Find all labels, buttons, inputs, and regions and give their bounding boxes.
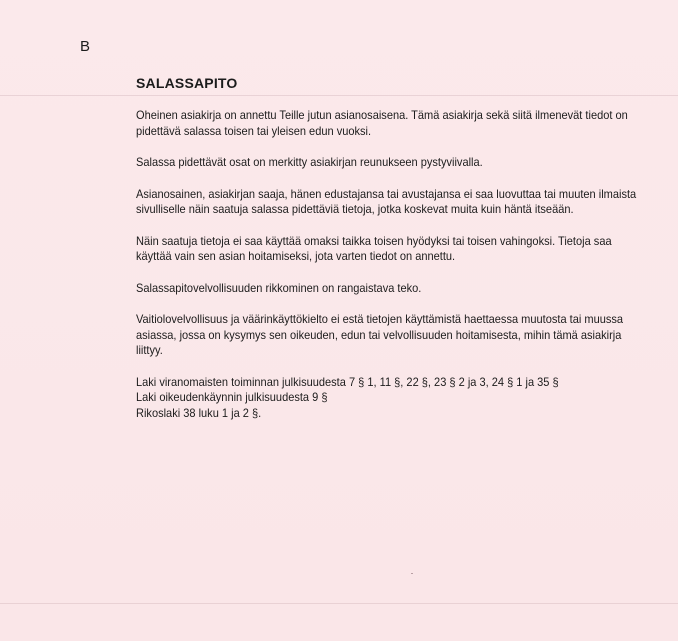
paper-speck	[411, 573, 413, 574]
paragraph: Vaitiolovelvollisuus ja väärinkäyttökielto ei estä tietojen käyttämistä haettaessa muutosta tai muussa asiassa, jossa on kysymys sen oikeuden, edun tai velvollisuuden hoitamisesta, mihin tämä asiakirja liittyy.	[136, 312, 624, 357]
page-mark: B	[80, 38, 91, 55]
document-body	[136, 108, 648, 421]
paragraph: Näin saatuja tietoja ei saa käyttää omaksi taikka toisen hyödyksi tai toisen vahingoksi. Tietoja saa käyttää vain sen asian hoitamiseksi, jota varten tiedot on annettu.	[136, 233, 612, 263]
paragraph: Salassa pidettävät osat on merkitty asiakirjan reunukseen pystyviivalla.	[136, 155, 483, 169]
document-title: SALASSAPITO	[136, 75, 238, 91]
paragraph: Salassapitovelvollisuuden rikkominen on rangaistava teko.	[136, 280, 422, 295]
paper-fold-line	[0, 603, 678, 604]
paragraph: Asianosainen, asiakirjan saaja, hänen edustajansa tai avustajansa ei saa luovuttaa tai muuten ilmaista sivulliselle näin saatuja salassa pidettäviä tietoja, jotka koskevat muita kuin häntä itseään.	[136, 186, 637, 216]
law-reference: Laki oikeudenkäynnin julkisuudesta 9 §	[136, 390, 328, 404]
legal-references	[136, 375, 648, 422]
paper-fold-line	[0, 95, 678, 96]
law-reference: Rikoslaki 38 luku 1 ja 2 §.	[136, 405, 262, 420]
law-reference: Laki viranomaisten toiminnan julkisuudesta 7 § 1, 11 §, 22 §, 23 § 2 ja 3, 24 § 1 ja 35 §	[136, 374, 559, 389]
paragraph: Oheinen asiakirja on annettu Teille jutun asianosaisena. Tämä asiakirja sekä siitä ilmenevät tiedot on pidettävä salassa toisen tai yleisen edun vuoksi.	[136, 108, 628, 138]
